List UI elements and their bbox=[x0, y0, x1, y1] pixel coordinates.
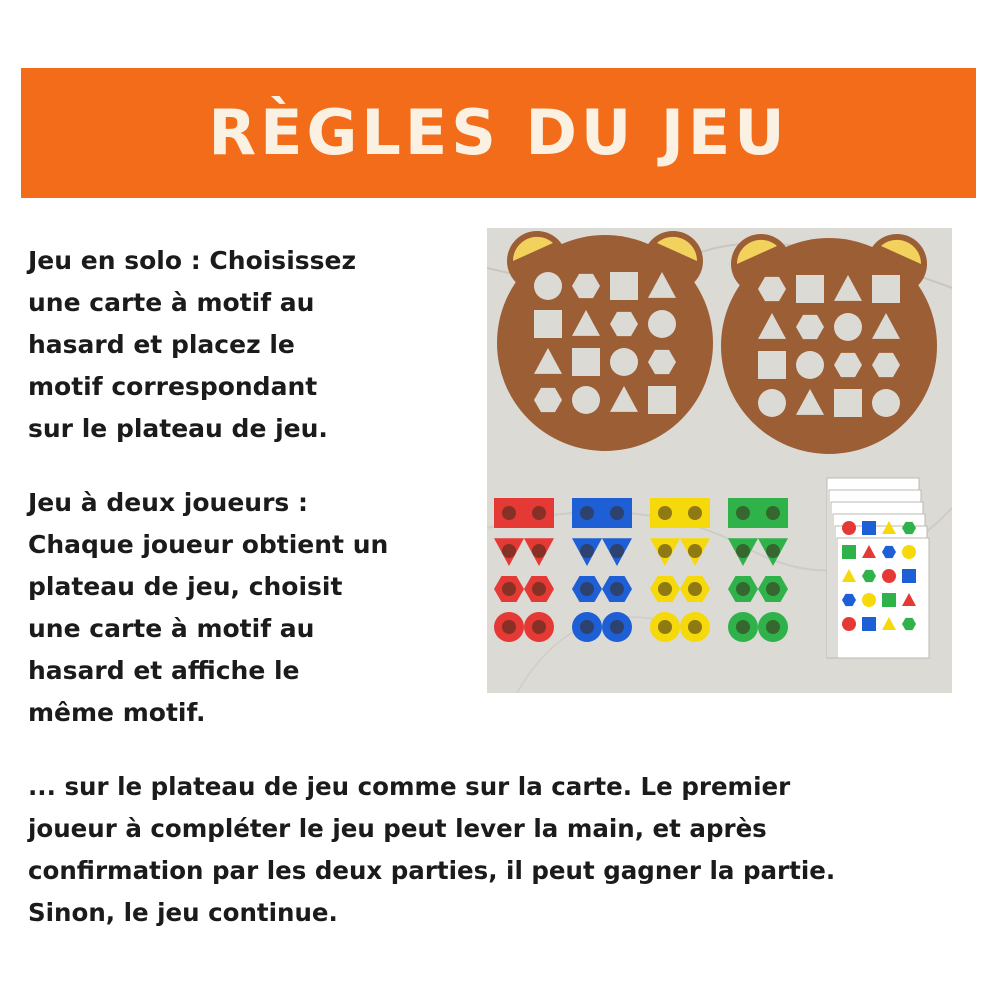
game-piece bbox=[758, 498, 788, 528]
game-piece bbox=[728, 498, 758, 528]
game-piece bbox=[680, 498, 710, 528]
solo-rules-text: Jeu en solo : Choisissez une carte à motif au hasard et placez le motif correspondant sur le plateau de jeu. bbox=[28, 246, 357, 443]
game-piece bbox=[758, 612, 788, 642]
two-player-rules-text: Jeu à deux joueurs : Chaque joueur obtient un plateau de jeu, choisit une carte à motif au hasard et affiche le même motif. bbox=[28, 488, 389, 727]
game-piece bbox=[524, 612, 554, 642]
game-board bbox=[497, 231, 713, 451]
game-piece bbox=[650, 498, 680, 528]
game-piece bbox=[728, 612, 758, 642]
title-banner bbox=[21, 68, 976, 198]
game-piece bbox=[680, 612, 710, 642]
game-piece bbox=[602, 498, 632, 528]
game-piece bbox=[650, 612, 680, 642]
game-board bbox=[721, 234, 937, 454]
game-piece bbox=[602, 612, 632, 642]
game-piece bbox=[494, 612, 524, 642]
game-piece bbox=[572, 498, 602, 528]
continuation-rules-text: ... sur le plateau de jeu comme sur la carte. Le premier joueur à compléter le jeu peut lever la main, et après confirmation par les deux parties, il peut gagner la partie. Sinon, le jeu continue. bbox=[28, 772, 836, 927]
game-product-photo bbox=[487, 228, 952, 693]
game-piece bbox=[494, 498, 524, 528]
game-piece bbox=[572, 612, 602, 642]
game-piece bbox=[524, 498, 554, 528]
page-title: RÈGLES DU JEU bbox=[208, 96, 789, 169]
